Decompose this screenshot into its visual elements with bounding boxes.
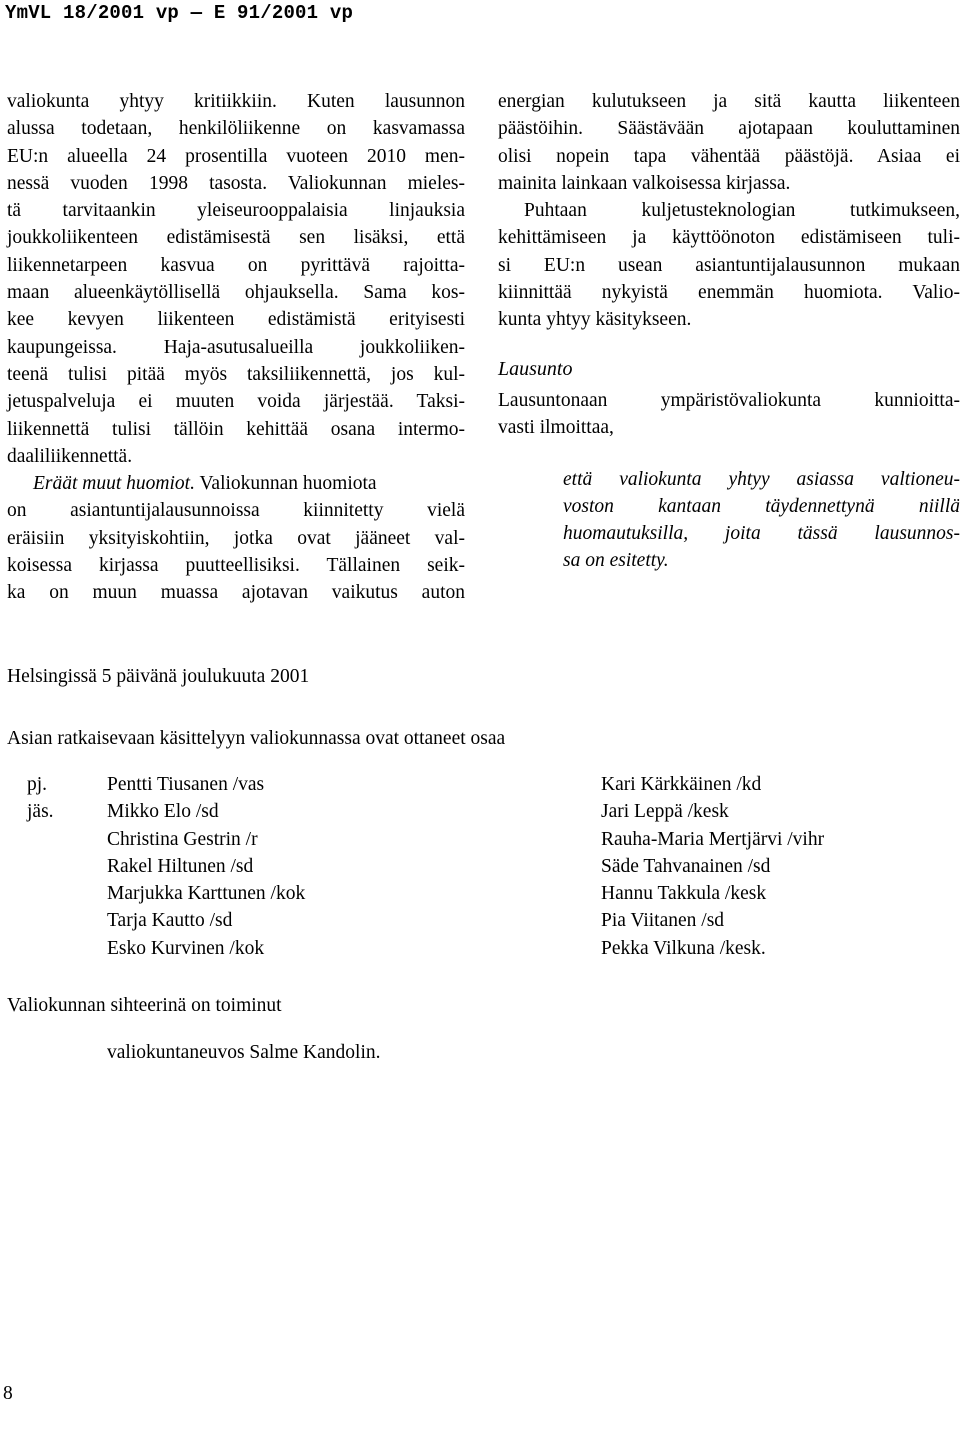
text-line: mainita lainkaan valkoisessa kirjassa. [498,172,791,194]
left-paragraph-2 [7,470,465,606]
member-row [27,935,927,962]
member-name-right: Jari Leppä /kesk [601,801,729,823]
member-name-left: Marjukka Karttunen /kok [107,883,306,905]
member-row [27,798,927,825]
text-line: on asiantuntijalausunnoissa kiinnitetty vielä [7,500,465,522]
place-date: Helsingissä 5 päivänä joulukuuta 2001 [7,666,310,687]
members-list [27,771,927,962]
member-name-left: Pentti Tiusanen /vas [107,774,265,795]
member-row [27,853,927,880]
participants-intro: Asian ratkaisevaan käsittelyyn valiokunnassa ovat ottaneet osaa [7,728,506,749]
member-role: pj. [27,774,48,795]
member-name-left: Esko Kurvinen /kok [107,937,265,959]
text-line: Puhtaan kuljetusteknologian tutkimukseen, [524,200,960,222]
member-name-right: Kari Kärkkäinen /kd [601,774,762,795]
secretary-intro: Valiokunnan sihteerinä on toiminut [7,995,282,1016]
member-name-right: Hannu Takkula /kesk [601,883,767,905]
text-line: sa on esitetty. [563,550,669,572]
member-row [27,880,927,907]
member-row [27,771,927,798]
member-row [27,826,927,853]
text-line: teenä tulisi pitää myös taksiliikennettä, jos kul- [7,363,465,385]
member-name-left: Mikko Elo /sd [107,801,219,823]
text-line: joukkoliikenteen edistämisestä sen lisäksi, että [7,227,465,249]
secretary-name: valiokuntaneuvos Salme Kandolin. [107,1042,381,1063]
text-line: huomautuksilla, joita tässä lausunnos- [563,523,960,545]
page-number: 8 [3,1383,13,1404]
text-line: kehittämiseen ja käyttöönoton edistämiseen tuli- [498,227,960,249]
text-line: kaupungeissa. Haja-asutusalueilla joukkoliiken- [7,336,465,358]
text-line: jetuspalveluja ei muuten voida järjestää. Taksi- [7,391,465,413]
member-name-left: Christina Gestrin /r [107,828,258,850]
member-name-left: Rakel Hiltunen /sd [107,855,254,877]
text-line: tä tarvitaankin yleiseurooppalaisia linjauksia [7,200,465,222]
right-column [498,88,960,575]
text-line: kee kevyen liikenteen edistämistä erityisesti [7,309,465,331]
right-paragraph-1 [498,88,960,197]
text-fragment: Valiokunnan huomiota [194,473,377,495]
right-paragraph-3 [498,387,960,442]
text-line [7,470,465,497]
document-header: YmVL 18/2001 vp — E 91/2001 vp [5,2,354,24]
text-line: voston kantaan täydennettynä niillä [563,495,960,517]
text-line: koisessa kirjassa puutteellisiksi. Tällainen seik- [7,555,465,577]
text-line: olisi nopein tapa vähentää päästöjä. Asiaa ei [498,145,960,167]
text-line: valiokunta yhtyy kritiikkiin. Kuten lausunnon [7,91,465,112]
text-line: maan alueenkäytöllisellä ohjauksella. Sama kos- [7,282,465,304]
paragraph-lead: Eräät muut huomiot. [33,473,195,495]
text-line: energian kulutukseen ja sitä kautta liikenteen [498,91,960,112]
statement [563,466,960,575]
text-line: kunta yhtyy käsitykseen. [498,309,692,331]
member-name-left: Tarja Kautto /sd [107,910,233,932]
text-line: liikennettä tulisi tällöin kehittää osana intermo- [7,418,465,440]
text-line: alussa todetaan, henkilöliikenne on kasvamassa [7,118,465,140]
text-line: Lausuntonaan ympäristövaliokunta kunnioitta- [498,389,960,411]
text-line: EU:n alueella 24 prosentilla vuoteen 2010 men- [7,145,465,167]
text-line: ka on muun muassa ajotavan vaikutus auton [7,582,465,604]
text-line: liikennetarpeen kasvua on pyrittävä rajoitta- [7,254,465,276]
text-line: eräisiin yksityiskohtiin, jotka ovat jääneet val- [7,527,465,549]
text-line: si EU:n usean asiantuntijalausunnon mukaan [498,254,960,276]
text-line: nessä vuoden 1998 tasosta. Valiokunnan mieles- [7,172,465,194]
text-line: päästöihin. Säästävään ajotapaan kouluttaminen [498,118,960,140]
member-name-right: Säde Tahvanainen /sd [601,855,771,877]
text-line: kiinnittää nykyistä enemmän huomiota. Valio- [498,282,960,304]
text-line: että valiokunta yhtyy asiassa valtioneu- [563,468,960,490]
right-paragraph-2 [498,197,960,333]
left-column [7,88,465,607]
member-role: jäs. [27,801,54,823]
member-name-right: Pekka Vilkuna /kesk. [601,937,766,959]
member-name-right: Pia Viitanen /sd [601,910,725,932]
text-line: vasti ilmoittaa, [498,417,614,439]
section-heading: Lausunto [498,357,573,380]
left-paragraph-1 [7,88,465,470]
member-name-right: Rauha-Maria Mertjärvi /vihr [601,828,825,850]
member-row [27,907,927,934]
text-line: daaliliikennettä. [7,445,133,467]
